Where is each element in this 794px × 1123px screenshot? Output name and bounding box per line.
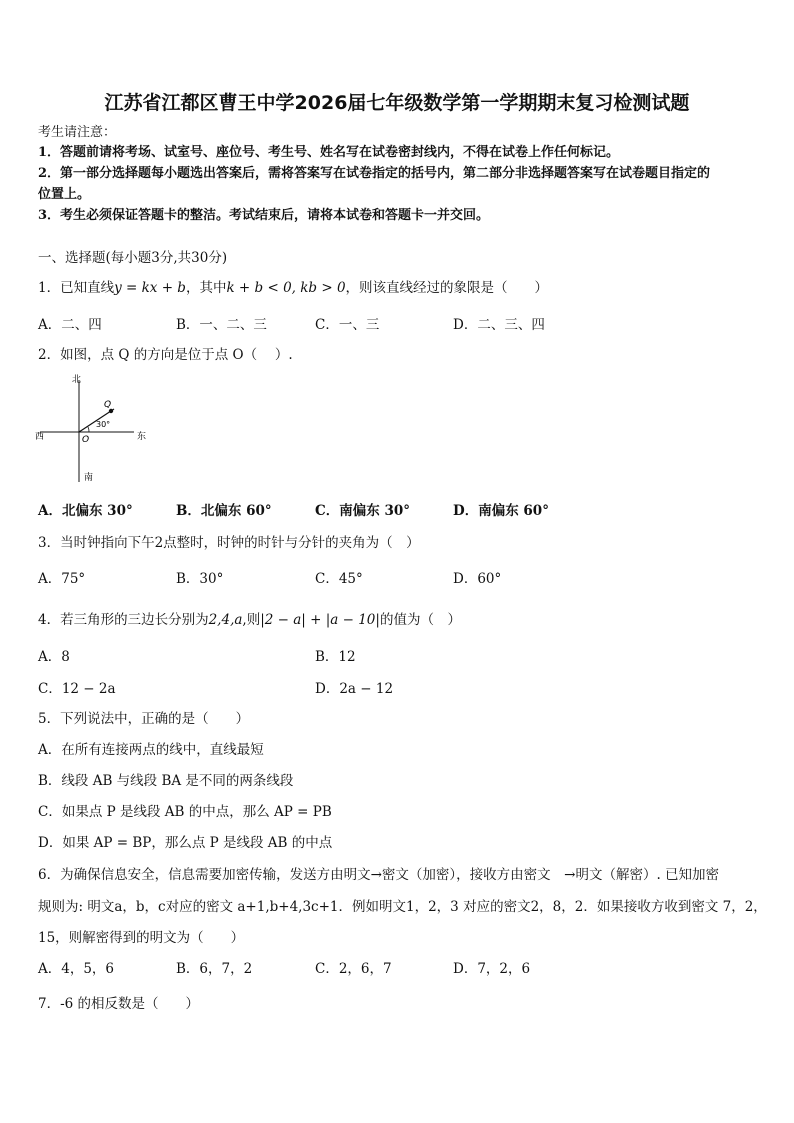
q3-option-c: C．45° (315, 571, 363, 587)
q1-option-a: A．二、四 (38, 317, 102, 333)
q4-post: 的值为（ ） (379, 612, 461, 628)
note-3: 3．考生必须保证答题卡的整洁。考试结束后，请将本试卷和答题卡一并交回。 (38, 208, 490, 223)
note-1: 1．答题前请将考场、试室号、座位号、考生号、姓名写在试卷密封线内，不得在试卷上作任何标记。 (38, 145, 620, 160)
q3-option-a: A．75° (38, 571, 86, 587)
q4-pre: 4．若三角形的三边长分别为 (38, 612, 209, 628)
q1-option-d: D．二、三、四 (453, 317, 545, 333)
question-1 (38, 276, 548, 296)
question-3: 3．当时钟指向下午2点整时，时钟的时针与分针的夹角为（ ） (38, 535, 420, 551)
q6-option-c: C．2，6，7 (315, 961, 392, 977)
question-6-line-1: 6．为确保信息安全，信息需要加密传输，发送方由明文→密文（加密），接收方由密文 →明文（解密）. 已知加密 (38, 867, 720, 883)
q2-option-c: C．南偏东 30° (315, 503, 410, 519)
note-2-cont: 位置上。 (38, 187, 91, 202)
question-7: 7．-6 的相反数是（ ） (38, 996, 200, 1012)
direction-figure (32, 372, 162, 487)
q1-pre: 1．已知直线 (38, 280, 115, 296)
q5-option-a: A．在所有连接两点的线中，直线最短 (38, 742, 264, 758)
angle-arc (88, 427, 89, 432)
label-q: Q (104, 400, 112, 410)
q5-option-c: C．如果点 P 是线段 AB 的中点，那么 AP = PB (38, 804, 332, 820)
label-west: 西 (35, 432, 45, 442)
q6-option-d: D．7，2，6 (453, 961, 531, 977)
q4-mid: ,则 (242, 612, 261, 628)
q6-option-a: A．4，5，6 (38, 961, 115, 977)
label-north: 北 (72, 375, 82, 385)
q4-option-c: C．12 − 2a (38, 681, 116, 697)
question-2: 2．如图，点 Q 的方向是位于点 O（ ）. (38, 347, 293, 363)
q1-option-c: C．一、三 (315, 317, 380, 333)
question-5: 5．下列说法中，正确的是（ ） (38, 711, 250, 727)
q3-option-d: D．60° (453, 571, 502, 587)
q2-option-a: A．北偏东 30° (38, 503, 133, 519)
question-6-line-3: 15，则解密得到的明文为（ ） (38, 930, 245, 946)
question-4 (38, 608, 461, 628)
label-origin: O (82, 435, 90, 445)
q1-option-b: B．一、二、三 (176, 317, 267, 333)
q5-option-d: D．如果 AP = BP，那么点 P 是线段 AB 的中点 (38, 835, 333, 851)
q2-option-b: B．北偏东 60° (176, 503, 272, 519)
notes-heading: 考生请注意： (38, 125, 117, 140)
q6-option-b: B．6，7，2 (176, 961, 253, 977)
label-south: 南 (84, 473, 94, 483)
q1-mid: ，其中 (185, 280, 227, 296)
q1-post: ，则该直线经过的象限是（ ） (345, 280, 549, 296)
q3-option-b: B．30° (176, 571, 224, 587)
q4-option-d: D．2a − 12 (315, 681, 394, 697)
q4-expression: |2 − a| + |a − 10| (260, 612, 380, 628)
q2-option-d: D．南偏东 60° (453, 503, 549, 519)
q1-condition: k + b < 0, kb > 0 (226, 280, 346, 296)
q1-equation: y = kx + b (114, 280, 186, 296)
q4-option-a: A．8 (38, 649, 70, 665)
section-heading: 一、选择题(每小题3分,共30分) (38, 250, 228, 266)
q4-option-b: B．12 (315, 649, 356, 665)
label-angle: 30° (96, 420, 111, 429)
q4-sides: 2,4,a (208, 612, 243, 628)
q5-option-b: B．线段 AB 与线段 BA 是不同的两条线段 (38, 773, 294, 789)
label-east: 东 (137, 432, 147, 442)
note-2: 2．第一部分选择题每小题选出答案后，需将答案写在试卷指定的括号内，第二部分非选择题答案写在试卷题目指定的 (38, 166, 711, 181)
page-title: 江苏省江都区曹王中学2026届七年级数学第一学期期末复习检测试题 (104, 92, 690, 114)
question-6-line-2: 规则为: 明文a，b，c对应的密文 a+1,b+4,3c+1．例如明文1，2，3 对应的密文2，8，2．如果接收方收到密文 7，2， (38, 899, 767, 915)
